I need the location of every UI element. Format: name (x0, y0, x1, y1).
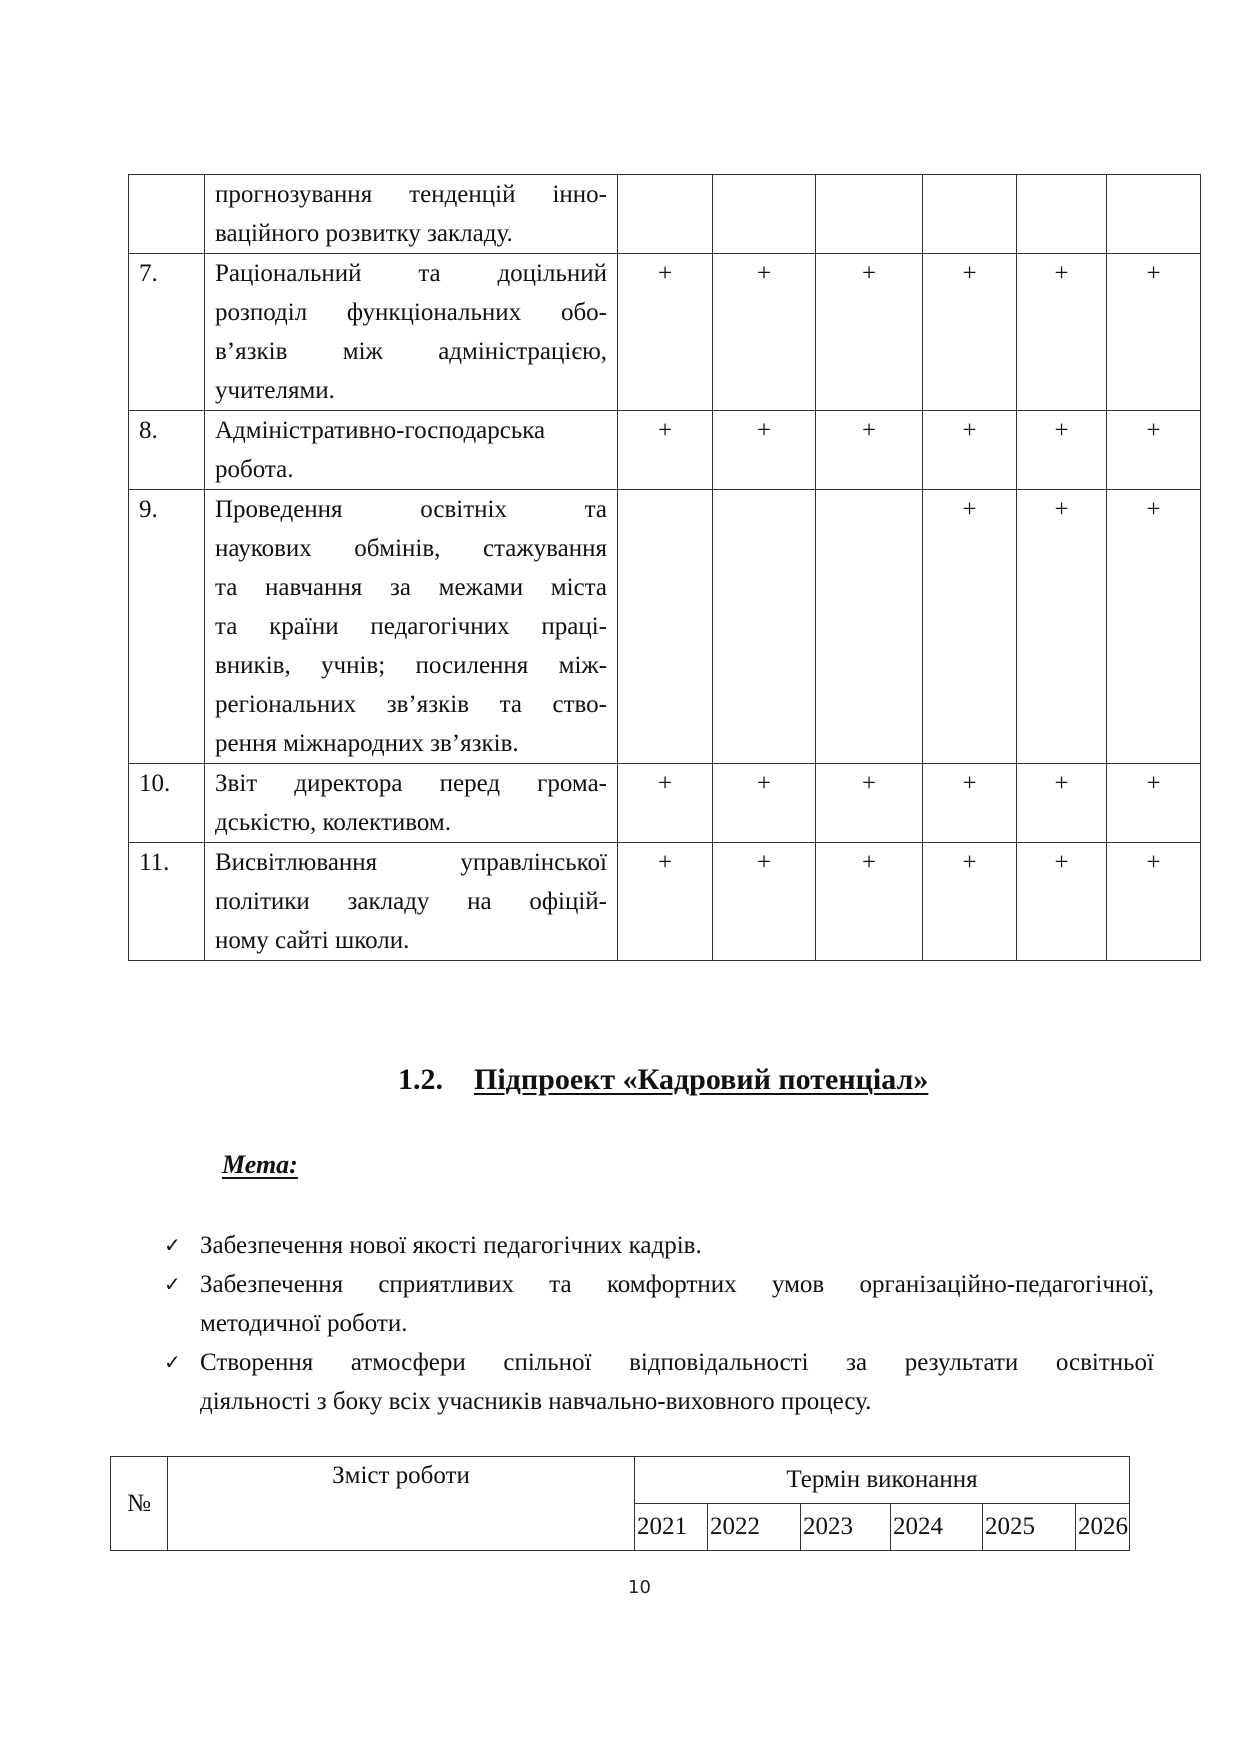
content-line: розподіл функціональних обо- (215, 299, 607, 326)
check-icon: ✓ (164, 1272, 181, 1296)
year-mark-cell: + (923, 843, 1017, 961)
year-mark-cell (1017, 175, 1107, 254)
work-content-cell (205, 411, 618, 490)
year-header: 2024 (891, 1504, 983, 1551)
year-mark-cell (618, 175, 713, 254)
bullet-text-line: діяльності з боку всіх учасників навчально-виховного процесу. (200, 1388, 872, 1415)
year-mark-cell: + (1017, 764, 1107, 843)
content-line: дськістю, колективом. (215, 809, 451, 836)
content-line: ваційного розвитку закладу. (215, 220, 513, 247)
row-number: 10. (129, 764, 205, 843)
year-mark-cell: + (713, 764, 816, 843)
year-mark-cell: + (816, 254, 923, 411)
content-line: Адміністративно-господарська (215, 417, 546, 444)
check-icon: ✓ (164, 1233, 181, 1257)
year-mark-cell: + (816, 411, 923, 490)
table-row (129, 843, 1201, 961)
work-content-cell (205, 764, 618, 843)
row-number: 7. (129, 254, 205, 411)
bullet-text-line: Забезпечення сприятливих та комфортних умов організаційно-педагогічної, (200, 1271, 1154, 1298)
year-mark-cell (816, 175, 923, 254)
content-line: рення міжнародних зв’язків. (215, 730, 519, 757)
year-mark-cell: + (1017, 490, 1107, 764)
column-header-number: № (111, 1457, 168, 1551)
content-line: та країни педагогічних праці- (215, 613, 607, 640)
content-line: та навчання за межами міста (215, 574, 607, 601)
plan-table-continued (128, 174, 1201, 961)
section-heading (398, 1063, 928, 1097)
content-line: прогнозування тенденцій інно- (215, 181, 607, 208)
work-content-cell (205, 175, 618, 254)
year-mark-cell: + (1107, 843, 1201, 961)
content-line: Звіт директора перед грома- (215, 770, 607, 797)
year-mark-cell: + (1107, 411, 1201, 490)
year-mark-cell: + (618, 764, 713, 843)
content-line: наукових обмінів, стажування (215, 535, 607, 562)
content-line: вників, учнів; посилення між- (215, 652, 607, 679)
year-mark-cell (618, 490, 713, 764)
year-mark-cell: + (1017, 843, 1107, 961)
bullet-text-line: Забезпечення нової якості педагогічних кадрів. (200, 1232, 702, 1259)
year-header: 2023 (801, 1504, 891, 1551)
year-mark-cell: + (1017, 254, 1107, 411)
year-mark-cell: + (816, 764, 923, 843)
content-line: учителями. (215, 377, 335, 404)
year-mark-cell: + (923, 411, 1017, 490)
content-line: регіональних зв’язків та ство- (215, 691, 607, 718)
mission-bullet (164, 1265, 1154, 1343)
year-mark-cell: + (618, 411, 713, 490)
section-number: 1.2. (398, 1063, 443, 1096)
content-line: Раціональний та доцільний (215, 260, 607, 287)
year-mark-cell: + (1107, 490, 1201, 764)
bullet-text-line: Створення атмосфери спільної відповідальності за результати освітньої (200, 1349, 1154, 1376)
column-header-term: Термін виконання (635, 1457, 1130, 1504)
row-number: 11. (129, 843, 205, 961)
year-mark-cell: + (618, 843, 713, 961)
year-mark-cell (1107, 175, 1201, 254)
mission-bullet-list (164, 1226, 1154, 1421)
year-mark-cell (713, 175, 816, 254)
year-mark-cell: + (923, 254, 1017, 411)
year-mark-cell: + (618, 254, 713, 411)
year-mark-cell: + (713, 254, 816, 411)
row-number (129, 175, 205, 254)
year-mark-cell (713, 490, 816, 764)
check-icon: ✓ (164, 1350, 181, 1374)
mission-bullet (164, 1226, 1154, 1265)
year-mark-cell: + (923, 490, 1017, 764)
row-number: 8. (129, 411, 205, 490)
content-line: політики закладу на офіцій- (215, 888, 607, 915)
year-mark-cell (816, 490, 923, 764)
table-row (129, 764, 1201, 843)
year-mark-cell: + (1017, 411, 1107, 490)
year-mark-cell: + (713, 843, 816, 961)
year-header: 2021 (635, 1504, 708, 1551)
staff-plan-table-header (110, 1456, 1130, 1551)
table-row (129, 411, 1201, 490)
content-line: робота. (215, 456, 294, 483)
row-number: 9. (129, 490, 205, 764)
year-mark-cell: + (816, 843, 923, 961)
year-mark-cell: + (713, 411, 816, 490)
work-content-cell (205, 843, 618, 961)
year-header: 2022 (708, 1504, 801, 1551)
year-mark-cell: + (923, 764, 1017, 843)
content-line: в’язків між адміністрацією, (215, 338, 607, 365)
bullet-text-line: методичної роботи. (200, 1310, 408, 1337)
table-row (129, 175, 1201, 254)
table-row (129, 490, 1201, 764)
section-title: Підпроект «Кадровий потенціал» (474, 1063, 929, 1096)
table-row (129, 254, 1201, 411)
year-header: 2026 (1076, 1504, 1130, 1551)
work-content-cell (205, 490, 618, 764)
content-line: Висвітлювання управлінської (215, 849, 607, 876)
year-mark-cell (923, 175, 1017, 254)
year-mark-cell: + (1107, 254, 1201, 411)
year-header: 2025 (983, 1504, 1076, 1551)
content-line: Проведення освітніх та (215, 496, 607, 523)
mission-label: Мета: (222, 1150, 298, 1179)
column-header-content: Зміст роботи (168, 1457, 635, 1551)
year-mark-cell: + (1107, 764, 1201, 843)
page-number: 10 (628, 1577, 651, 1598)
content-line: ному сайті школи. (215, 927, 410, 954)
mission-bullet (164, 1343, 1154, 1421)
work-content-cell (205, 254, 618, 411)
